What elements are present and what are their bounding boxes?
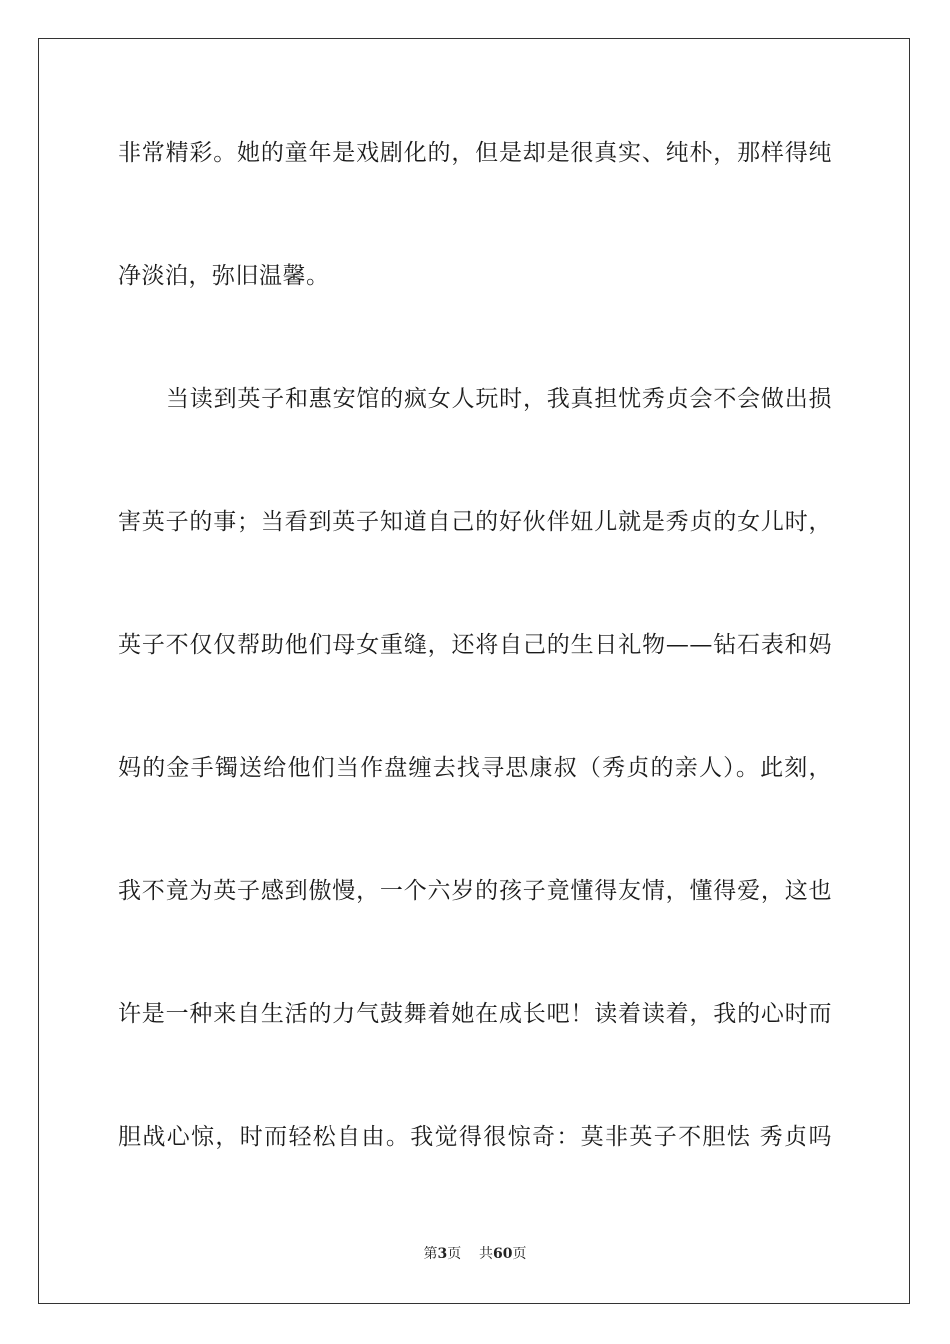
page-number: 3 — [437, 1246, 448, 1262]
total-pages: 60 — [493, 1246, 513, 1262]
body-line-9: 胆战心惊，时而轻松自由。我觉得很惊奇：莫非英子不胆怯 秀贞吗 — [118, 1124, 832, 1150]
total-prefix: 共 — [479, 1246, 494, 1262]
body-line-1: 非常精彩。她的童年是戏剧化的，但是却是很真实、纯朴，那样得纯 — [118, 140, 832, 166]
body-line-4: 害英子的事；当看到英子知道自己的好伙伴妞儿就是秀贞的女儿时， — [118, 509, 832, 535]
body-line-3: 当读到英子和惠安馆的疯女人玩时，我真担忧秀贞会不会做出损 — [166, 386, 832, 412]
body-line-5: 英子不仅仅帮助他们母女重缝，还将自己的生日礼物——钻石表和妈 — [118, 632, 832, 658]
body-line-7: 我不竟为英子感到傲慢，一个六岁的孩子竟懂得友情，懂得爱，这也 — [118, 878, 832, 904]
body-line-8: 许是一种来自生活的力气鼓舞着她在成长吧！读着读着，我的心时而 — [118, 1001, 832, 1027]
body-line-2: 净淡泊，弥旧温馨。 — [118, 263, 330, 289]
body-line-6: 妈的金手镯送给他们当作盘缠去找寻思康叔（秀贞的亲人）。此刻， — [118, 755, 832, 781]
page-prefix: 第 — [423, 1246, 438, 1262]
total-suffix: 页 — [512, 1246, 527, 1262]
page-border — [38, 38, 910, 1304]
page-footer — [0, 1244, 950, 1264]
page-suffix: 页 — [447, 1246, 462, 1262]
